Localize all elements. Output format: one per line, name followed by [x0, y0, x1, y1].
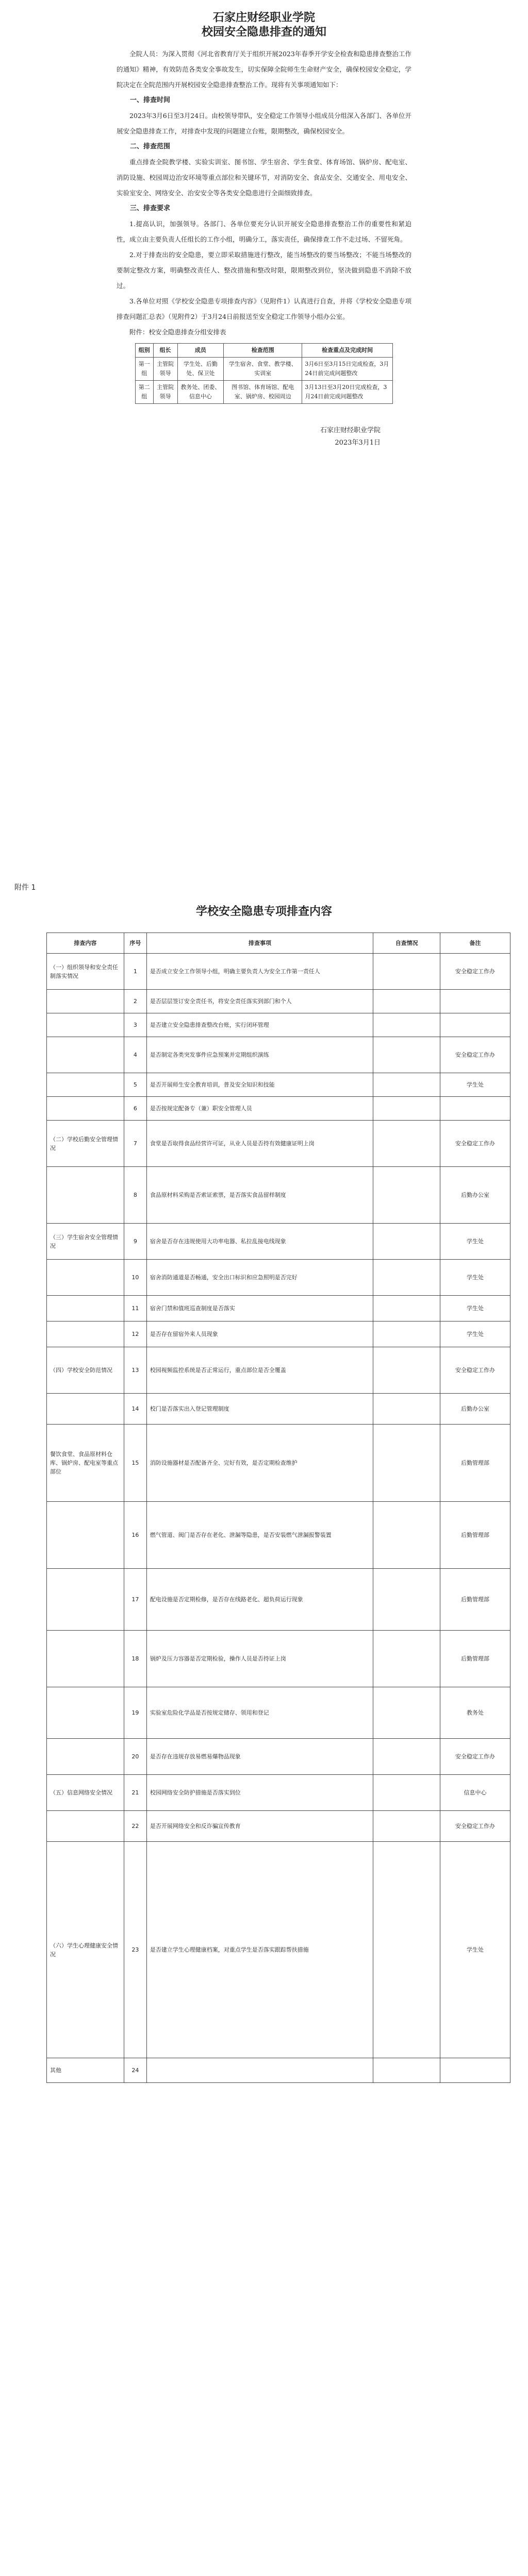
- serial-number-cell: 6: [124, 1097, 146, 1121]
- schedule-cell: 学生宿舍、食堂、教学楼、实训室: [224, 358, 302, 381]
- inspection-content-table: [46, 933, 510, 2083]
- department-cell: 学生处: [440, 1842, 510, 2058]
- self-check-cell: [373, 1224, 440, 1260]
- serial-number-cell: 16: [124, 1502, 146, 1569]
- department-cell: [440, 990, 510, 1013]
- serial-number-cell: 1: [124, 954, 146, 990]
- table-row: [47, 1842, 510, 2058]
- department-cell: 安全稳定工作办: [440, 1811, 510, 1842]
- department-cell: 后勤管理部: [440, 1569, 510, 1631]
- self-check-cell: [373, 1121, 440, 1167]
- category-cell: [47, 1097, 124, 1121]
- serial-number-cell: 23: [124, 1842, 146, 2058]
- table-row: [47, 1121, 510, 1167]
- item-cell: 宿舍是否存在违规使用大功率电器、私拉乱接电线现象: [146, 1224, 373, 1260]
- item-cell: [146, 2058, 373, 2083]
- item-cell: 是否层层签订安全责任书，将安全责任落实到部门和个人: [146, 990, 373, 1013]
- department-cell: 后勤管理部: [440, 1502, 510, 1569]
- department-cell: 后勤办公室: [440, 1394, 510, 1425]
- self-check-cell: [373, 1167, 440, 1224]
- table-header-cell: 排查内容: [47, 933, 124, 954]
- signature-org: 石家庄财经职业学院: [320, 427, 381, 434]
- serial-number-cell: 24: [124, 2058, 146, 2083]
- schedule-header-cell: 成员: [177, 344, 223, 358]
- schedule-header-cell: 检查重点及完成时间: [302, 344, 393, 358]
- self-check-cell: [373, 1073, 440, 1097]
- category-cell: [47, 1394, 124, 1425]
- department-cell: 学生处: [440, 1260, 510, 1296]
- serial-number-cell: 19: [124, 1687, 146, 1739]
- self-check-cell: [373, 1013, 440, 1037]
- category-cell: [47, 1631, 124, 1687]
- department-cell: 学生处: [440, 1296, 510, 1321]
- section-1-text: 2023年3月6日至3月24日。由校领导带队，安全稳定工作领导小组成员分组深入各部门、各单位开展安全隐患排查工作，对排查中发现的问题建立台账，限期整改，确保校园安全。: [117, 112, 411, 135]
- table-row: [47, 1394, 510, 1425]
- department-cell: 信息中心: [440, 1775, 510, 1811]
- department-cell: 学生处: [440, 1073, 510, 1097]
- table-row: [47, 1013, 510, 1037]
- department-cell: 安全稳定工作办: [440, 954, 510, 990]
- category-cell: [47, 1013, 124, 1037]
- item-cell: 校园网络安全防护措施是否落实到位: [146, 1775, 373, 1811]
- serial-number-cell: 13: [124, 1347, 146, 1394]
- serial-number-cell: 15: [124, 1425, 146, 1502]
- section-3-para-3: 3.各单位对照《学校安全隐患专项排查内容》（见附件1）认真进行自查，并将《学校安全隐患专项排查问题汇总表》（见附件2）于3月24日前报送至安全稳定工作领导小组办公室。: [117, 297, 411, 320]
- serial-number-cell: 11: [124, 1296, 146, 1321]
- department-cell: 后勤管理部: [440, 1631, 510, 1687]
- notice-intro: 全院人员：为深入贯彻《河北省教育厅关于组织开展2023年春季开学安全检查和隐患排查整治工作的通知》精神，有效防范各类安全事故发生，切实保障全院师生生命财产安全，确保校园安全稳定，学院决定在全院范围内开展校园安全隐患排查整治工作。现将有关事项通知如下：: [117, 50, 411, 89]
- category-cell: （二）学校后勤安全管理情况: [47, 1121, 124, 1167]
- serial-number-cell: 9: [124, 1224, 146, 1260]
- schedule-cell: 教务处、团委、信息中心: [177, 381, 223, 404]
- category-cell: [47, 1569, 124, 1631]
- table-row: [47, 1502, 510, 1569]
- section-3-para-4: 附件：校安全隐患排查分组安排表: [129, 328, 226, 336]
- category-cell: [47, 990, 124, 1013]
- serial-number-cell: 22: [124, 1811, 146, 1842]
- category-cell: [47, 1073, 124, 1097]
- category-cell: [47, 1502, 124, 1569]
- self-check-cell: [373, 1037, 440, 1073]
- section-2-heading: 二、排查范围: [130, 143, 171, 150]
- serial-number-cell: 14: [124, 1394, 146, 1425]
- schedule-header-cell: 检查范围: [224, 344, 302, 358]
- item-cell: 实验室危险化学品是否按规定储存、领用和登记: [146, 1687, 373, 1739]
- serial-number-cell: 4: [124, 1037, 146, 1073]
- table-row: [47, 1296, 510, 1321]
- table-row: [47, 1321, 510, 1347]
- category-cell: [47, 1739, 124, 1775]
- department-cell: [440, 2058, 510, 2083]
- table-row: [47, 1260, 510, 1296]
- item-cell: 校门是否落实出入登记管理制度: [146, 1394, 373, 1425]
- department-cell: [440, 1097, 510, 1121]
- item-cell: 是否制定各类突发事件应急预案并定期组织演练: [146, 1037, 373, 1073]
- self-check-cell: [373, 1811, 440, 1842]
- self-check-cell: [373, 1425, 440, 1502]
- self-check-cell: [373, 1097, 440, 1121]
- category-cell: （一）组织领导和安全责任制落实情况: [47, 954, 124, 990]
- schedule-cell: 3月6日至3月15日完成检查，3月24日前完成问题整改: [302, 358, 393, 381]
- item-cell: 是否开展网络安全和反诈骗宣传教育: [146, 1811, 373, 1842]
- department-cell: 学生处: [440, 1224, 510, 1260]
- department-cell: 教务处: [440, 1687, 510, 1739]
- self-check-cell: [373, 1569, 440, 1631]
- table-header-cell: 序号: [124, 933, 146, 954]
- schedule-header-cell: 组长: [153, 344, 177, 358]
- item-cell: 消防设施器材是否配备齐全、完好有效，是否定期检查维护: [146, 1425, 373, 1502]
- category-cell: [47, 1811, 124, 1842]
- category-cell: （六）学生心理健康安全情况: [47, 1842, 124, 2058]
- item-cell: 宿舍消防通道是否畅通，安全出口标识和应急照明是否完好: [146, 1260, 373, 1296]
- table-row: [47, 1097, 510, 1121]
- item-cell: 燃气管道、阀门是否存在老化、泄漏等隐患，是否安装燃气泄漏报警装置: [146, 1502, 373, 1569]
- self-check-cell: [373, 1687, 440, 1739]
- table-row: [47, 2058, 510, 2083]
- schedule-cell: 图书馆、体育场馆、配电室、锅炉房、校园周边: [224, 381, 302, 404]
- item-cell: 是否建立学生心理健康档案，对重点学生是否落实跟踪帮扶措施: [146, 1842, 373, 2058]
- serial-number-cell: 7: [124, 1121, 146, 1167]
- department-cell: 后勤管理部: [440, 1425, 510, 1502]
- department-cell: 安全稳定工作办: [440, 1739, 510, 1775]
- item-cell: 是否建立安全隐患排查整改台账，实行闭环管理: [146, 1013, 373, 1037]
- category-cell: [47, 1037, 124, 1073]
- schedule-cell: 主管院领导: [153, 381, 177, 404]
- serial-number-cell: 18: [124, 1631, 146, 1687]
- schedule-cell: 3月13日至3月20日完成检查，3月24日前完成问题整改: [302, 381, 393, 404]
- table-row: [47, 1425, 510, 1502]
- self-check-cell: [373, 1502, 440, 1569]
- self-check-cell: [373, 1260, 440, 1296]
- table-row: [47, 1569, 510, 1631]
- category-cell: 餐饮食堂、食品原材料仓库、锅炉房、配电室等重点部位: [47, 1425, 124, 1502]
- department-cell: 后勤办公室: [440, 1167, 510, 1224]
- schedule-table: [135, 343, 393, 404]
- notice-title-line1: 石家庄财经职业学院: [212, 11, 315, 24]
- item-cell: 宿舍门禁和值班巡查制度是否落实: [146, 1296, 373, 1321]
- self-check-cell: [373, 1739, 440, 1775]
- category-cell: [47, 1260, 124, 1296]
- serial-number-cell: 3: [124, 1013, 146, 1037]
- schedule-row: [136, 381, 393, 404]
- department-cell: 学生处: [440, 1321, 510, 1347]
- serial-number-cell: 8: [124, 1167, 146, 1224]
- table-header-cell: 自查情况: [373, 933, 440, 954]
- department-cell: [440, 1013, 510, 1037]
- self-check-cell: [373, 1631, 440, 1687]
- category-cell: [47, 1687, 124, 1739]
- schedule-row: [136, 358, 393, 381]
- table-row: [47, 954, 510, 990]
- signature-date: 2023年3月1日: [335, 439, 381, 447]
- serial-number-cell: 5: [124, 1073, 146, 1097]
- table-row: [47, 1037, 510, 1073]
- item-cell: 校园视频监控系统是否正常运行，重点部位是否全覆盖: [146, 1347, 373, 1394]
- category-cell: [47, 1321, 124, 1347]
- self-check-cell: [373, 1394, 440, 1425]
- item-cell: 配电设施是否定期检修，是否存在线路老化、超负荷运行现象: [146, 1569, 373, 1631]
- table-row: [47, 1073, 510, 1097]
- table-header-cell: 备注: [440, 933, 510, 954]
- section-3-para-2: 2.对于排查出的安全隐患，要立即采取措施进行整改，能当场整改的要当场整改；不能当场整改的要制定整改方案，明确整改责任人、整改措施和整改时限，限期整改到位，坚决做到隐患不消除不放过。: [117, 251, 411, 290]
- table-row: [47, 1739, 510, 1775]
- department-cell: 安全稳定工作办: [440, 1121, 510, 1167]
- schedule-cell: 学生处、后勤处、保卫处: [177, 358, 223, 381]
- attachment-1-title: 学校安全隐患专项排查内容: [195, 905, 332, 918]
- self-check-cell: [373, 1775, 440, 1811]
- section-2-text: 重点排查全院教学楼、实验实训室、图书馆、学生宿舍、学生食堂、体育场馆、锅炉房、配电室、消防设施、校园周边治安环境等重点部位和关键环节，对消防安全、食品安全、交通安全、用电安全、实验室安全、网络安全、治安安全等各类安全隐患进行全面细致排查。: [117, 158, 411, 197]
- category-cell: （四）学校安全防范情况: [47, 1347, 124, 1394]
- self-check-cell: [373, 2058, 440, 2083]
- schedule-cell: 主管院领导: [153, 358, 177, 381]
- item-cell: 食品原材料采购是否索证索票，是否落实食品留样制度: [146, 1167, 373, 1224]
- item-cell: 是否按规定配备专（兼）职安全管理人员: [146, 1097, 373, 1121]
- table-header-cell: 排查事项: [146, 933, 373, 954]
- serial-number-cell: 12: [124, 1321, 146, 1347]
- item-cell: 是否存在留宿外来人员现象: [146, 1321, 373, 1347]
- section-3-para-1: 1.提高认识，加强领导。各部门、各单位要充分认识开展安全隐患排查整治工作的重要性和紧迫性，成立由主要负责人任组长的工作小组，明确分工，落实责任，确保排查工作不走过场、不留死角。: [117, 220, 411, 243]
- table-row: [47, 1775, 510, 1811]
- schedule-cell: 第一组: [136, 358, 154, 381]
- table-row: [47, 1631, 510, 1687]
- self-check-cell: [373, 1842, 440, 2058]
- table-row: [47, 1167, 510, 1224]
- self-check-cell: [373, 1347, 440, 1394]
- table-row: [47, 1224, 510, 1260]
- item-cell: 是否开展师生安全教育培训，普及安全知识和技能: [146, 1073, 373, 1097]
- category-cell: （五）信息网络安全情况: [47, 1775, 124, 1811]
- item-cell: 锅炉及压力容器是否定期检验，操作人员是否持证上岗: [146, 1631, 373, 1687]
- table-row: [47, 1687, 510, 1739]
- item-cell: 食堂是否取得食品经营许可证，从业人员是否持有效健康证明上岗: [146, 1121, 373, 1167]
- attachment-1-label: 附件 1: [14, 884, 36, 892]
- serial-number-cell: 10: [124, 1260, 146, 1296]
- serial-number-cell: 17: [124, 1569, 146, 1631]
- item-cell: 是否成立安全工作领导小组，明确主要负责人为安全工作第一责任人: [146, 954, 373, 990]
- table-row: [47, 1347, 510, 1394]
- self-check-cell: [373, 954, 440, 990]
- self-check-cell: [373, 990, 440, 1013]
- notice-title-line2: 校园安全隐患排查的通知: [201, 25, 326, 39]
- category-cell: [47, 1296, 124, 1321]
- table-row: [47, 990, 510, 1013]
- item-cell: 是否存在违规存放易燃易爆物品现象: [146, 1739, 373, 1775]
- table-row: [47, 1811, 510, 1842]
- schedule-header-cell: 组别: [136, 344, 154, 358]
- serial-number-cell: 20: [124, 1739, 146, 1775]
- section-3-heading: 三、排查要求: [130, 205, 171, 212]
- serial-number-cell: 21: [124, 1775, 146, 1811]
- category-cell: （三）学生宿舍安全管理情况: [47, 1224, 124, 1260]
- department-cell: 安全稳定工作办: [440, 1347, 510, 1394]
- notice-section: [117, 10, 411, 449]
- department-cell: 安全稳定工作办: [440, 1037, 510, 1073]
- category-cell: 其他: [47, 2058, 124, 2083]
- self-check-cell: [373, 1296, 440, 1321]
- serial-number-cell: 2: [124, 990, 146, 1013]
- category-cell: [47, 1167, 124, 1224]
- section-1-heading: 一、排查时间: [130, 96, 171, 104]
- schedule-cell: 第二组: [136, 381, 154, 404]
- self-check-cell: [373, 1321, 440, 1347]
